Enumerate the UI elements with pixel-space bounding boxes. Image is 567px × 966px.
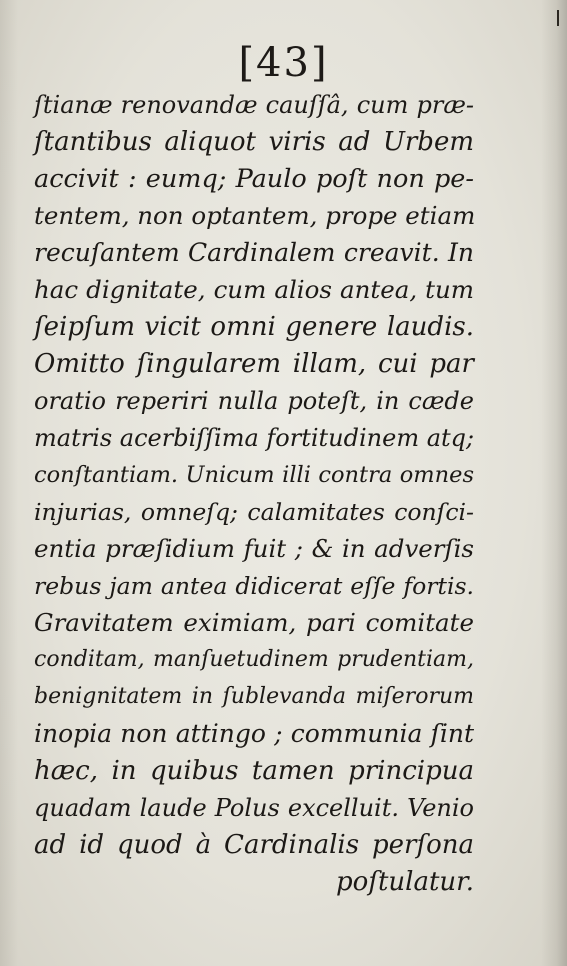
text-line: quadam laude Polus excelluit. Venio (34, 794, 474, 822)
page-right-shadow (541, 0, 567, 966)
page-number: [43] (238, 40, 329, 86)
text-line-last: poſtulatur. (336, 867, 474, 897)
text-line: conditam, manſuetudinem prudentiam, (34, 647, 474, 672)
text-line: hæc, in quibus tamen principua (34, 756, 474, 786)
page-left-shadow (0, 0, 18, 966)
text-line: Omitto ſingularem illam, cui par (34, 349, 474, 379)
text-line: injurias, omneſq; calamitates conſci- (34, 498, 474, 526)
text-line: inopia non attingo ; communia ſint (34, 719, 474, 748)
text-line: entia præſidium fuit ; & in adverſis (34, 534, 474, 563)
corner-mark (557, 10, 559, 26)
text-line: ſtantibus aliquot viris ad Urbem (34, 127, 474, 157)
text-line: accivit : eumq; Paulo poſt non pe- (34, 164, 474, 194)
text-line: ad id quod à Cardinalis perſona (34, 830, 474, 860)
text-line: rebus jam antea didicerat eſſe fortis. (34, 572, 474, 600)
text-line: hac dignitate, cum alios antea, tum (34, 275, 474, 304)
text-line: recuſantem Cardinalem creavit. In (34, 238, 474, 267)
text-line: oratio reperiri nulla poteſt, in cæde (34, 387, 474, 415)
text-line: Gravitatem eximiam, pari comitate (34, 608, 474, 637)
text-line: ſeipſum vicit omni genere laudis. (34, 312, 474, 342)
text-line: benignitatem in ſublevanda miſerorum (34, 684, 474, 709)
text-line: matris acerbiſſima fortitudinem atq; (34, 424, 475, 452)
text-line: ſtianæ renovandæ cauſſâ, cum præ- (34, 91, 474, 119)
text-line: tentem, non optantem, prope etiam (34, 201, 476, 230)
text-line: conſtantiam. Unicum illi contra omnes (34, 462, 474, 488)
